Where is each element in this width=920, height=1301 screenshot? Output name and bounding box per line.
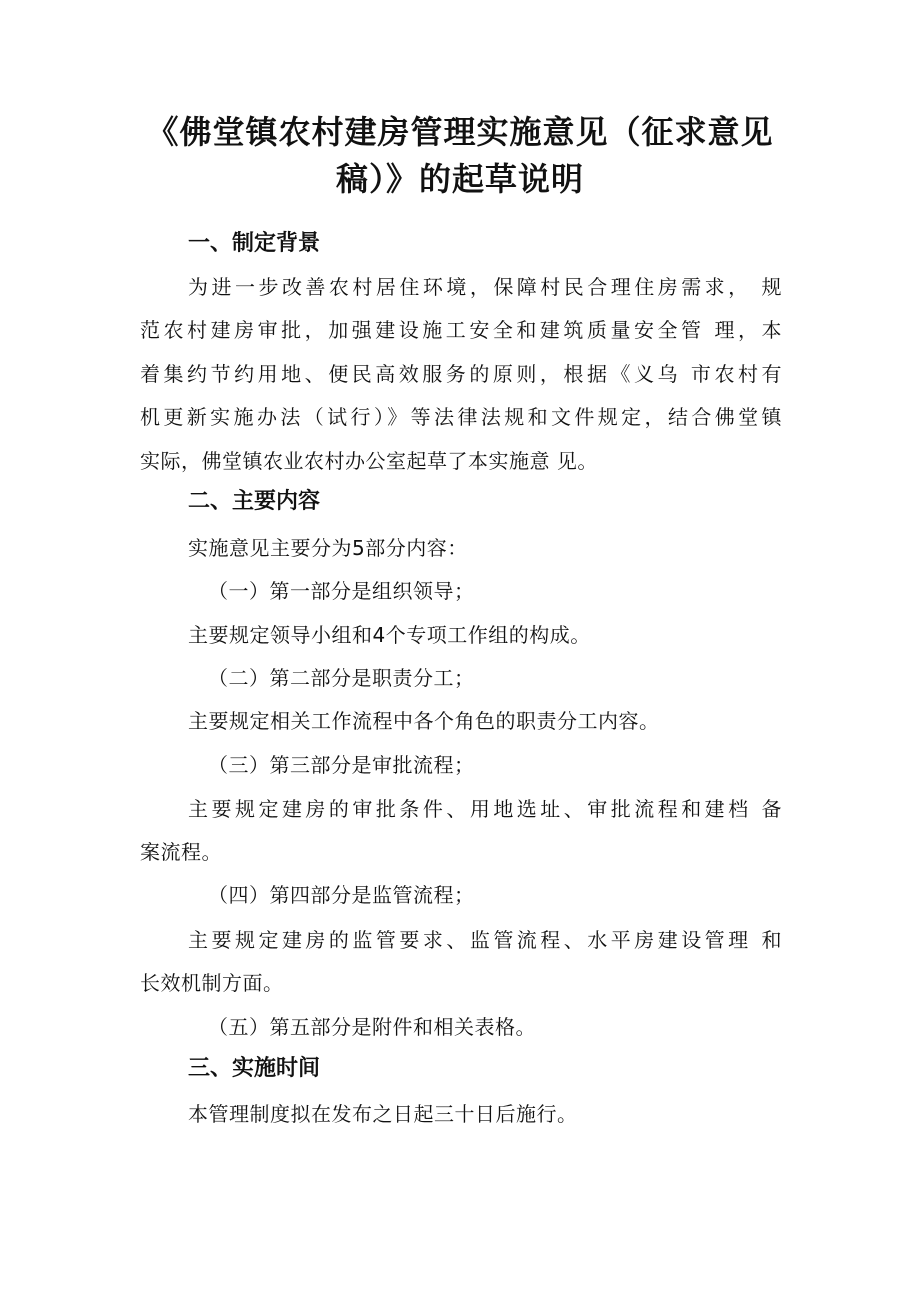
part-description: 主要规定相关工作流程中各个角色的职责分工内容。	[188, 709, 660, 733]
part-description: 长效机制方面。	[140, 971, 284, 995]
paragraph-line: 本管理制度拟在发布之日起三十日后施行。	[188, 1102, 578, 1126]
paragraph-line: 实际，佛堂镇农业农村办公室起草了本实施意 见。	[140, 449, 598, 473]
part-description: 主要规定建房的监管要求、监管流程、水平房建设管理 和	[188, 928, 782, 952]
document-title-line-1: 《佛堂镇农村建房管理实施意见（征求意见	[146, 113, 774, 151]
section-heading-main-content: 二、主要内容	[188, 489, 321, 514]
paragraph-line: 范农村建房审批，加强建设施工安全和建筑质量安全管 理，本	[140, 318, 782, 342]
section-heading-background: 一、制定背景	[188, 231, 321, 256]
part-description: 主要规定领导小组和4个专项工作组的构成。	[188, 623, 591, 647]
paragraph-line: 机更新实施办法（试行）》等法律法规和文件规定，结合佛堂镇	[140, 405, 782, 429]
paragraph-line: 为进一步改善农村居住环境，保障村民合理住房需求， 规	[188, 275, 782, 299]
part-label: （三）第三部分是审批流程；	[208, 753, 475, 777]
section-heading-implementation-time: 三、实施时间	[188, 1056, 321, 1081]
part-label: （四）第四部分是监管流程；	[208, 883, 475, 907]
part-label: （一）第一部分是组织领导；	[208, 579, 475, 603]
intro-line: 实施意见主要分为5部分内容：	[188, 536, 468, 560]
document-title-line-2: 稿）》的起草说明	[335, 160, 584, 198]
part-description: 主要规定建房的审批条件、用地选址、审批流程和建档 备	[188, 797, 782, 821]
part-label: （五）第五部分是附件和相关表格。	[208, 1015, 536, 1039]
paragraph-line: 着集约节约用地、便民高效服务的原则，根据《义乌 市农村有	[140, 362, 782, 386]
part-description: 案流程。	[140, 840, 222, 864]
part-label: （二）第二部分是职责分工；	[208, 666, 475, 690]
